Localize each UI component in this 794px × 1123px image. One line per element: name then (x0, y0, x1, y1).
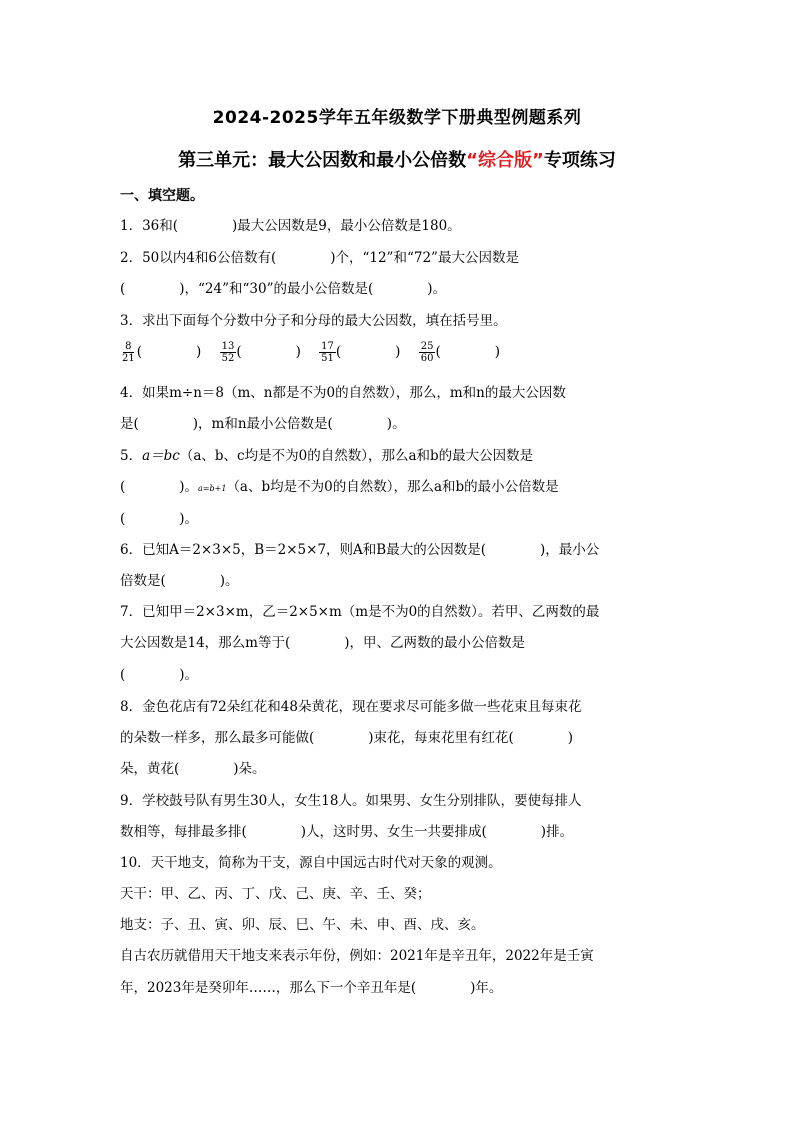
fraction-1-numerator: 8 (125, 341, 132, 352)
question-7-line-3: ( )。 (120, 667, 199, 683)
fraction-4-blank: ( ) (435, 344, 501, 360)
question-4-line-1: 4．如果m÷n＝8（m、n都是不为0的自然数），那么，m和n的最大公因数 (120, 385, 566, 401)
question-7-line-2: 大公因数是14，那么m等于( )，甲、乙两数的最小公倍数是 (120, 635, 526, 651)
subtitle-red-highlight: “综合版” (466, 150, 544, 171)
fraction-4-numerator: 25 (420, 341, 434, 352)
fraction-2 (220, 341, 237, 364)
question-8-line-2: 的朵数一样多，那么最多可能做( )束花，每束花里有红花( ) (120, 730, 574, 746)
question-6-line-2: 倍数是( )。 (120, 573, 239, 589)
q5-line-2-text: （a、b均是不为0的自然数），那么a和b的最小公倍数是 (226, 479, 559, 495)
document-subtitle (0, 146, 794, 172)
fraction-4 (419, 341, 436, 364)
fraction-1 (120, 341, 137, 364)
question-8-line-1: 8．金色花店有72朵红花和48朵黄花，现在要求尽可能多做一些花束且每束花 (120, 699, 582, 715)
question-9-line-2: 数相等，每排最多排( )人，这时男、女生一共要排成( )排。 (120, 824, 574, 840)
question-1: 1．36和( )最大公因数是9，最小公倍数是180。 (120, 218, 461, 234)
question-6-line-1: 6．已知A＝2×3×5，B＝2×5×7，则A和B最大的公因数是( )，最小公 (120, 542, 600, 558)
fraction-2-numerator: 13 (221, 341, 235, 352)
question-2-line-2: ( )，“24”和“30”的最小公倍数是( )。 (120, 281, 447, 297)
subtitle-part-b: 专项练习 (543, 150, 616, 171)
question-10-dizhi: 地支：子、丑、寅、卯、辰、巳、午、未、申、酉、戌、亥。 (120, 917, 485, 933)
question-10-line-1: 10．天干地支，简称为干支，源自中国远古时代对天象的观测。 (120, 855, 502, 871)
question-3: 3．求出下面每个分数中分子和分母的最大公因数，填在括号里。 (120, 313, 507, 329)
fraction-1-blank: ( ) (136, 344, 202, 360)
question-7-line-1: 7．已知甲＝2×3×m，乙＝2×5×m（m是不为0的自然数）。若甲、乙两数的最 (120, 604, 600, 620)
fraction-row (120, 340, 500, 364)
subtitle-part-a: 第三单元：最大公因数和最小公倍数 (178, 150, 467, 171)
q5-line-1-text: （a、b、c均是不为0的自然数），那么a和b的最大公因数是 (179, 448, 534, 464)
fraction-3 (319, 341, 336, 364)
q5-formula-2: a=b+1 (198, 484, 227, 493)
question-5-line-3: ( )。 (120, 511, 199, 527)
question-5-line-1 (120, 446, 533, 466)
fraction-3-blank: ( ) (335, 344, 401, 360)
fraction-2-blank: ( ) (236, 344, 301, 360)
fraction-1-denominator: 21 (122, 353, 135, 364)
question-10-line-4: 自古农历就借用天干地支来表示年份，例如：2021年是辛丑年，2022年是壬寅 (120, 948, 594, 964)
question-2-line-1: 2．50以内4和6公倍数有( )个，“12”和“72”最大公因数是 (120, 250, 519, 266)
fraction-3-numerator: 17 (321, 341, 334, 352)
q5-blank-1: ( )。 (120, 479, 199, 495)
fraction-2-denominator: 52 (221, 353, 235, 364)
question-9-line-1: 9．学校鼓号队有男生30人，女生18人。如果男、女生分别排队，要使每排人 (120, 793, 582, 809)
question-10-tiangan: 天干：甲、乙、丙、丁、戊、己、庚、辛、壬、癸； (120, 886, 431, 902)
q5-formula-1: a＝bc (142, 448, 180, 464)
question-10-line-5: 年，2023年是癸卯年……，那么下一个辛丑年是( )年。 (120, 980, 503, 996)
q5-number: 5． (120, 448, 143, 464)
question-4-line-2: 是( )，m和n最小公倍数是( )。 (120, 416, 406, 432)
fraction-3-denominator: 51 (321, 353, 334, 364)
question-8-line-3: 朵，黄花( )朵。 (120, 761, 266, 777)
section-heading: 一、填空题。 (120, 188, 204, 204)
fraction-4-denominator: 60 (420, 353, 434, 364)
document-title: 2024-2025学年五年级数学下册典型例题系列 (212, 108, 582, 128)
question-5-line-2 (120, 477, 559, 499)
